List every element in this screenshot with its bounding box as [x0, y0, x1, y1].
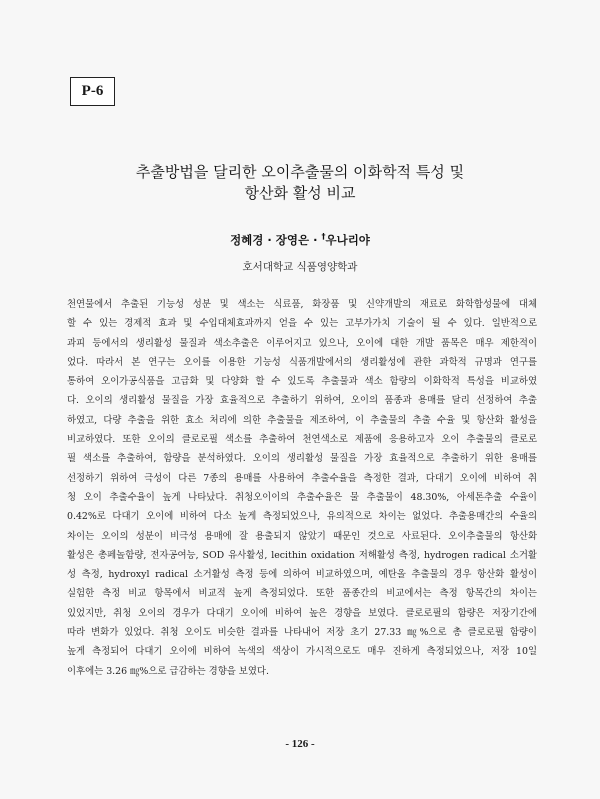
abstract-line: 성 측정, hydroxyl radical 소거활성 측정 등에 의하여 비교하였으며, 예탄올 추출물의 경우 항산화 활성이 [67, 569, 537, 581]
abstract-line: 천연물에서 추출된 기능성 성분 및 색소는 식료품, 화장품 및 신약개발의 재료로 화학합성물에 대체 [67, 299, 537, 310]
abstract-line: 선정하기 위하여 극성이 다른 7종의 용매를 사용하여 추출수율을 측정한 결과, 다대기 오이에 비하여 취 [67, 472, 537, 484]
author-list [0, 232, 600, 248]
abstract-line: 청 오이 추출수율이 높게 나타났다. 취청오이이의 추출수율은 물 추출물이 48.30%, 아세톤추출 수율이 [67, 491, 537, 503]
abstract-line: 높게 측정되어 다대기 오이에 비하여 녹색의 색상이 가시적으로도 매우 진하게 측정되었으나, 저장 10일 [67, 646, 537, 658]
abstract-line: 활성은 총페놀함량, 전자공여능, SOD 유사활성, lecithin oxidation 저해활성 측정, hydrogen radical 소거활 [67, 549, 537, 561]
abstract-line: 필 색소를 추출하여, 함량을 분석하였다. 오이의 생리활성 물질을 가장 효율적으로 추출하기 위한 용매를 [67, 453, 537, 465]
presentation-code: P-6 [70, 77, 115, 106]
affiliation: 호서대학교 식품영양학과 [242, 261, 358, 273]
authors-text: 정혜경 · 장영은 · [230, 233, 322, 247]
paper-title [0, 162, 600, 204]
abstract-body [67, 295, 537, 681]
abstract-line: 하였고, 다량 추출을 위한 효소 처리에 의한 추출물을 제조하여, 이 추출물의 추출 수율 및 항산화 활성을 [67, 414, 537, 426]
abstract-line: 었다. 따라서 본 연구는 오이를 이용한 기능성 식품개발에서의 생리활성에 관한 과학적 규명과 연구를 [67, 356, 537, 368]
abstract-line: 비교하였다. 또한 오이의 클로로필 색소를 추출하여 천연색소로 제품에 응용하고자 오이 추출물의 클로로 [67, 434, 537, 446]
abstract-line: 과피 등에서의 생리활성 물질과 색소추출은 이루어지고 있으나, 오이에 대한 개발 품목은 매우 제한적이 [67, 337, 537, 349]
title-line: 항산화 활성 비교 [244, 184, 356, 202]
abstract-line: 이후에는 3.26 ㎎%으로 급감하는 경향을 보였다. [67, 665, 269, 677]
page-number: - 126 - [285, 738, 315, 750]
abstract-line: 따라 변화가 있었다. 취청 오이도 비슷한 결과를 나타내어 저장 초기 27.33 ㎎%으로 총 클로로필 함량이 [67, 627, 537, 639]
title-line: 추출방법을 달리한 오이추출물의 이화학적 특성 및 [135, 163, 465, 181]
abstract-line: 실험한 측정 비교 항목에서 비교적 높게 측정되었다. 또한 품종간의 비교에서는 측정 항목간의 차이는 [67, 588, 537, 600]
abstract-line: 있었지만, 취청 오이의 경우가 다대기 오이에 비하여 높은 경향을 보였다. 클로로필의 함량은 저장기간에 [67, 607, 537, 619]
authors-text: 우나리야 [325, 233, 370, 247]
abstract-line: 통하여 오이가공식품을 고급화 및 다양화 할 수 있도록 추출물과 색소 함량의 이화학적 특성을 비교하였 [67, 376, 537, 388]
abstract-line: 다. 오이의 생리활성 물질을 가장 효율적으로 추출하기 위하여, 오이의 품종과 용매를 달리 선정하여 추출 [67, 395, 537, 407]
abstract-line: 0.42%로 다대기 오이에 비하여 다소 높게 측정되었으나, 유의적으로 차이는 없었다. 추출용매간의 수율의 [67, 511, 537, 523]
abstract-line: 할 수 있는 경제적 효과 및 수입대체효과까지 얻을 수 있는 고부가가치 기술이 될 수 있다. 일반적으로 [67, 318, 537, 330]
abstract-line: 차이는 오이의 성분이 비극성 용매에 잘 용출되지 않았기 때문인 것으로 사료된다. 오이추출물의 항산화 [67, 530, 537, 542]
corresponding-author-mark: † [321, 232, 326, 242]
